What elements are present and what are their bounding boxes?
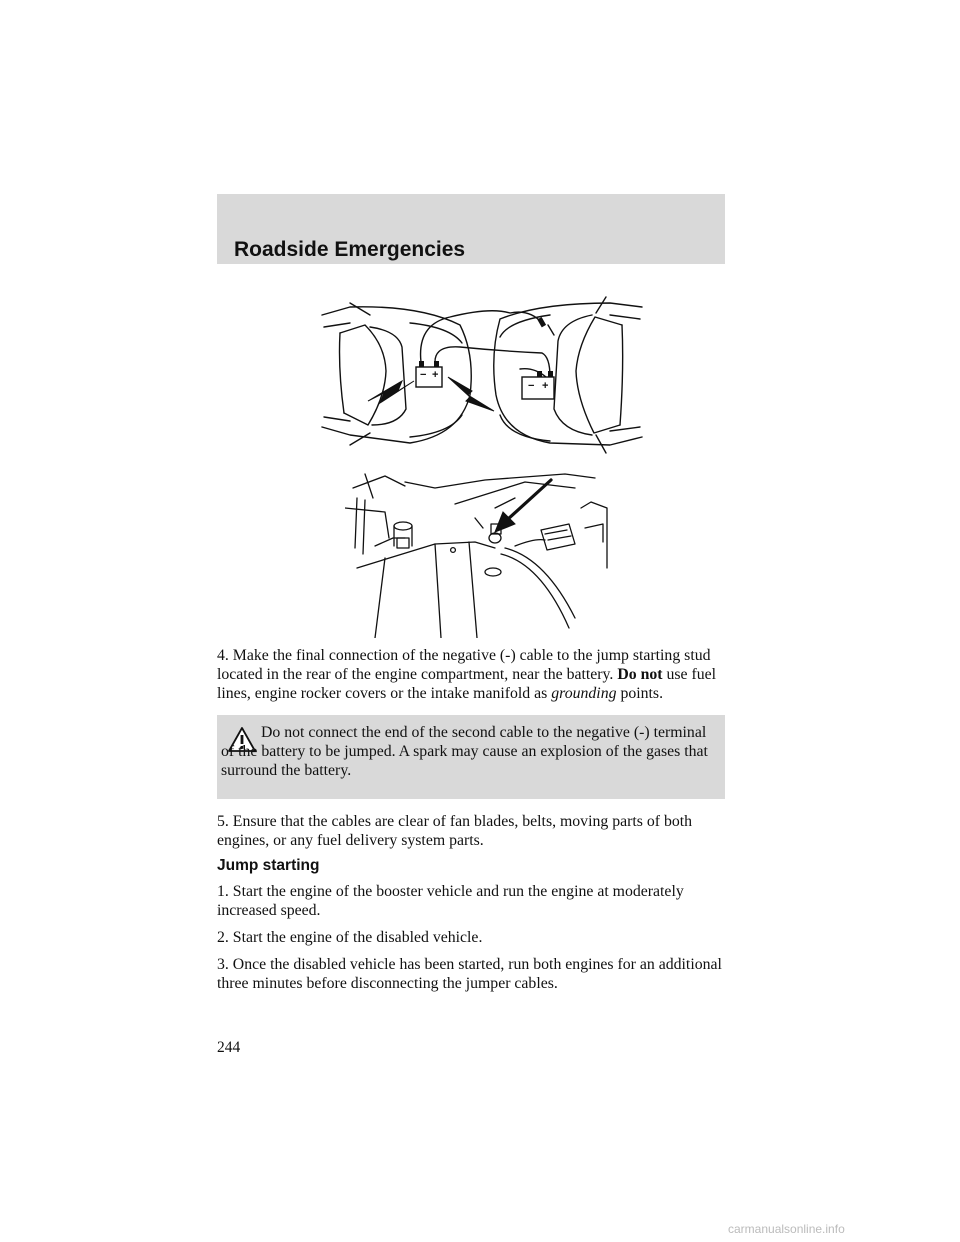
page-number: 244 [217,1039,241,1056]
jump-step-1: 1. Start the engine of the booster vehicle and run the engine at moderately increased speed. [217,883,684,919]
disabled-battery [522,377,554,399]
battery-hold-down [435,544,441,638]
jump-step-3: 3. Once the disabled vehicle has been started, run both engines for an additional three minutes before disconnecting the jumper cables. [217,956,722,992]
engine-compartment-diagram [345,468,615,638]
watermark: carmanualsonline.info [728,1222,845,1236]
jumper-cable [421,311,542,369]
jump-starting-heading: Jump starting [217,857,320,874]
header-band [217,194,725,264]
disabled-battery-negative: − [528,380,535,392]
step-5-paragraph: 5. Ensure that the cables are clear of fan blades, belts, moving parts of both engines, or any fuel delivery system parts. [217,813,693,849]
grounding-emphasis: grounding [551,685,617,702]
jump-start-cars-diagram [310,285,650,455]
left-car-body [322,307,471,443]
do-not-emphasis: Do not [617,666,663,683]
warning-box [217,715,725,799]
disabled-battery-positive: + [542,380,549,392]
booster-battery-negative: − [420,369,427,381]
warning-text: Do not connect the end of the second cable to the negative (-) terminal of the battery to be jumped. A spark may cause an explosion of the gases that surround the battery. [221,724,708,779]
spark-bolt-left [368,381,414,403]
booster-battery-positive: + [432,369,439,381]
section-title: Roadside Emergencies [234,238,466,261]
step-4-paragraph: 4. Make the final connection of the negative (-) cable to the jump starting stud located in the rear of the engine compartment, near the battery. Do not use fuel lines, engine rocker covers or the intake manifold as grounding points. [217,647,717,702]
jump-step-2: 2. Start the engine of the disabled vehicle. [217,929,483,946]
